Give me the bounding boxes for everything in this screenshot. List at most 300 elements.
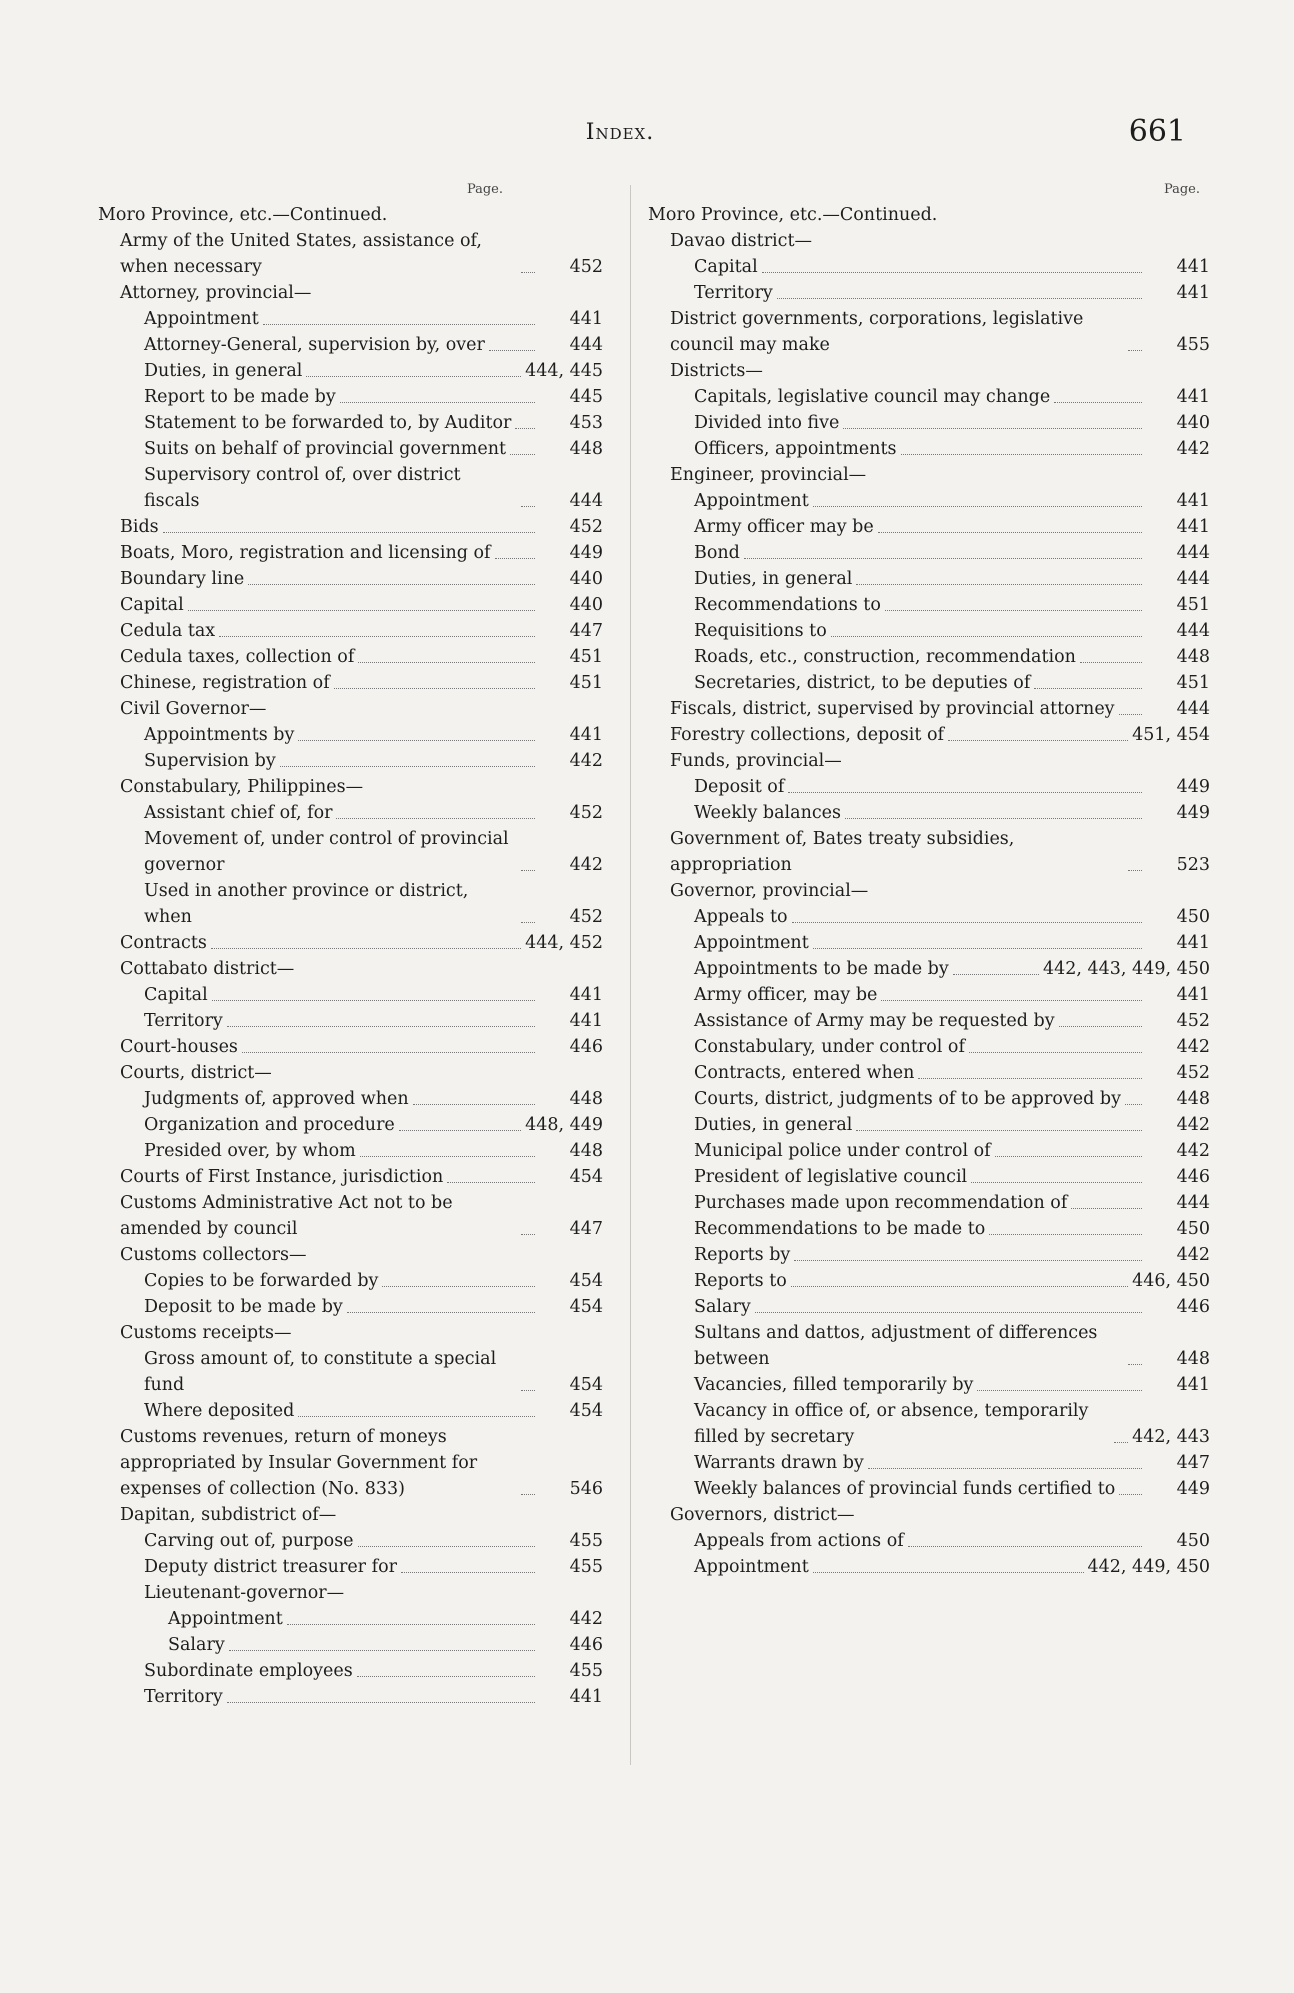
index-term-text: Appointments by [144,725,298,745]
index-term [168,1632,229,1658]
index-term-text: Recommendations to [694,595,885,615]
dot-leader [989,1234,1142,1235]
page-reference: 450 [1176,1531,1210,1551]
index-term-text: Cedula tax [120,621,219,641]
index-heading [98,774,603,800]
index-term-text: Moro Province, etc.—Continued. [648,205,941,225]
dot-leader [447,1182,535,1183]
index-heading [648,1502,1210,1528]
dot-leader [1128,870,1142,871]
page-reference: 442 [1176,1037,1210,1057]
page-reference: 455 [569,1531,603,1551]
dot-leader [510,454,535,455]
index-term-text: Attorney, provincial— [120,283,315,303]
index-entry [648,1476,1210,1502]
index-term-text: Cottabato district— [120,959,298,979]
page-reference: 442 [569,751,603,771]
dot-leader [969,1052,1142,1053]
dot-leader [360,1156,535,1157]
index-term [144,1684,227,1710]
index-term [144,982,212,1008]
page-reference: 452 [569,517,603,537]
index-term [694,1034,969,1060]
index-term [670,748,846,774]
dot-leader [336,818,535,819]
page-reference: 444 [1176,699,1210,719]
index-term [144,1294,347,1320]
index-term [120,592,188,618]
index-term-text: Cedula taxes, collection of [120,647,358,667]
index-entry [98,800,603,826]
dot-leader [918,1078,1142,1079]
dot-leader [1114,1442,1128,1443]
index-term [694,514,878,540]
index-term-text: Weekly balances [694,803,845,823]
index-term-text: Reports to [694,1271,791,1291]
index-entry [98,514,603,540]
index-term [670,462,870,488]
index-term-text: Governor, provincial— [670,881,872,901]
index-term [670,826,1128,878]
page-reference: 450 [1176,1219,1210,1239]
index-term-text: Attorney-General, supervision by, over [144,335,489,355]
index-term-text: Funds, provincial— [670,751,846,771]
page-reference: 449 [1176,803,1210,823]
page-reference: 444 [1176,543,1210,563]
dot-leader [953,974,1039,975]
index-term-text: District governments, corporations, legislative council may make [670,309,1084,355]
page-reference: 451 [569,673,603,693]
index-term [694,1450,868,1476]
index-term-text: Judgments of, approved when [144,1089,413,1109]
page-reference: 444 [569,491,603,511]
page-reference: 441 [1176,985,1210,1005]
page-reference: 440 [569,569,603,589]
index-term-text: Assistant chief of, for [144,803,336,823]
dot-leader [515,428,535,429]
index-entry [98,1346,603,1398]
dot-leader [298,1416,535,1417]
index-term [120,1034,242,1060]
dot-leader [971,1182,1142,1183]
index-entry [648,1216,1210,1242]
page-reference: 445 [569,387,603,407]
page-reference: 455 [569,1557,603,1577]
dot-leader [263,324,535,325]
dot-leader [813,1572,1084,1573]
page-reference: 452 [569,803,603,823]
page-reference: 441 [1176,283,1210,303]
index-entry [98,1632,603,1658]
index-entry [648,1450,1210,1476]
index-term-text: Contracts [120,933,211,953]
index-term-text: Appointment [694,491,813,511]
page-reference: 441 [1176,257,1210,277]
index-term [648,202,941,228]
index-term-text: Assistance of Army may be requested by [694,1011,1059,1031]
dot-leader [521,272,535,273]
index-term [144,748,280,774]
index-entry [648,280,1210,306]
page-reference: 444, 445 [525,361,603,381]
index-entry [98,566,603,592]
index-entry [648,1294,1210,1320]
index-term [144,1086,413,1112]
index-entry [648,254,1210,280]
index-entry [98,722,603,748]
index-entry [648,1372,1210,1398]
index-entry [648,410,1210,436]
index-term [144,410,515,436]
index-term-text: Requisitions to [694,621,831,641]
index-term-text: Deputy district treasurer for [144,1557,401,1577]
page-reference: 440 [569,595,603,615]
index-entry [98,228,603,280]
index-term [694,1112,856,1138]
index-term-text: Appeals from actions of [694,1531,908,1551]
index-heading [648,462,1210,488]
dot-leader [382,1286,535,1287]
index-column-right [648,182,1210,1580]
index-entry [648,956,1210,982]
dot-leader [788,792,1142,793]
dot-leader [495,558,536,559]
index-entry [98,826,603,878]
dot-leader [521,1494,535,1495]
index-term-text: Government of, Bates treaty subsidies, appropriation [670,829,1015,875]
dot-leader [1080,662,1142,663]
dot-leader [762,272,1142,273]
dot-leader [163,532,535,533]
index-term-text: Supervisory control of, over district fiscals [144,465,461,511]
index-term [120,280,315,306]
index-term [694,956,953,982]
index-entry [98,1112,603,1138]
index-entry [98,1268,603,1294]
index-entry [98,930,603,956]
index-term [144,384,340,410]
page-reference: 448, 449 [525,1115,603,1135]
index-term [694,566,856,592]
index-term-text: Army of the United States, assistance of, when necessary [120,231,482,277]
page-reference: 442 [569,855,603,875]
index-entry [98,1086,603,1112]
page-reference: 441 [569,1011,603,1031]
dot-leader [901,454,1142,455]
page-column-label: Page. [1163,182,1200,197]
page-reference: 441 [569,985,603,1005]
dot-leader [401,1572,535,1573]
page-reference: 454 [569,1375,603,1395]
page-reference: 441 [569,725,603,745]
index-term [694,1086,1125,1112]
page-reference: 448 [569,439,603,459]
index-heading [648,748,1210,774]
index-heading [98,1580,603,1606]
index-term-text: Officers, appointments [694,439,901,459]
page-reference: 450 [1176,907,1210,927]
index-term [694,644,1080,670]
index-term-text: Davao district— [670,231,816,251]
index-term [694,410,843,436]
running-head [0,114,1294,160]
index-entry [648,670,1210,696]
index-term-text: Capital [120,595,188,615]
index-term [120,1164,447,1190]
index-entry [98,1294,603,1320]
page-reference: 523 [1176,855,1210,875]
dot-leader [744,558,1142,559]
index-term [120,540,495,566]
index-term [144,800,336,826]
index-term [694,1320,1128,1372]
index-entry [648,1190,1210,1216]
index-entry [648,1034,1210,1060]
dot-leader [831,636,1142,637]
index-term-text: Appointment [168,1609,287,1629]
index-term [120,228,521,280]
index-term-text: Appointments to be made by [694,959,953,979]
dot-leader [211,948,521,949]
index-entry [648,306,1210,358]
dot-leader [399,1130,521,1131]
page-reference: 444 [1176,621,1210,641]
index-term-text: Movement of, under control of provincial governor [144,829,509,875]
index-term-text: Contracts, entered when [694,1063,918,1083]
page-reference: 444 [1176,569,1210,589]
index-term-text: Customs Administrative Act not to be amended by council [120,1193,453,1239]
dot-leader [813,948,1142,949]
index-entry [98,462,603,514]
index-term-text: Courts, district, judgments of to be approved by [694,1089,1125,1109]
index-term [694,1060,918,1086]
index-entry [98,306,603,332]
index-term-text: Copies to be forwarded by [144,1271,382,1291]
index-term-text: Statement to be forwarded to, by Auditor [144,413,515,433]
index-heading [98,1320,603,1346]
dot-leader [413,1104,535,1105]
index-entry [98,878,603,930]
page-reference: 446 [569,1037,603,1057]
page-reference: 442 [1176,1141,1210,1161]
page-reference: 442 [1176,439,1210,459]
index-term-text: Subordinate employees [144,1661,357,1681]
index-term [694,774,788,800]
dot-leader [1071,1208,1142,1209]
index-term [694,540,744,566]
index-term-text: Capital [144,985,212,1005]
index-term-text: Lieutenant-governor— [144,1583,348,1603]
index-entry [648,774,1210,800]
index-entry [648,1554,1210,1580]
index-term [120,670,334,696]
index-entry [648,618,1210,644]
page-reference: 446 [1176,1167,1210,1187]
index-term-text: Courts, district— [120,1063,276,1083]
dot-leader [948,740,1128,741]
index-entry [648,1320,1210,1372]
index-entry [648,1008,1210,1034]
index-term [144,1346,521,1398]
page-reference: 442 [1176,1115,1210,1135]
index-term [694,1268,791,1294]
index-term-text: Carving out of, purpose [144,1531,358,1551]
index-entry [98,1424,603,1502]
index-term [120,1424,521,1502]
dot-leader [995,1156,1142,1157]
index-term [144,878,521,930]
index-term [694,592,885,618]
index-term [694,1372,977,1398]
index-term-text: Capitals, legislative council may change [694,387,1054,407]
dot-leader [212,1000,535,1001]
page-reference: 441 [1176,1375,1210,1395]
dot-leader [813,506,1142,507]
index-entry [98,358,603,384]
page-reference: 444, 452 [525,933,603,953]
index-term [694,1294,755,1320]
index-entry [648,904,1210,930]
index-term [694,1164,971,1190]
page-reference: 447 [569,1219,603,1239]
dot-leader [227,1026,535,1027]
index-term [144,1528,358,1554]
index-term [694,436,901,462]
page-reference: 446, 450 [1132,1271,1210,1291]
index-term-text: Civil Governor— [120,699,270,719]
index-heading [648,358,1210,384]
page-reference: 452 [1176,1011,1210,1031]
index-entry [98,332,603,358]
index-term [144,722,298,748]
index-column-left [98,182,603,1710]
index-term [694,1398,1114,1450]
index-entry [98,1008,603,1034]
page-reference: 448 [1176,1349,1210,1369]
index-term-text: Duties, in general [694,569,856,589]
dot-leader [357,1676,535,1677]
index-term [670,358,767,384]
page-reference: 452 [1176,1063,1210,1083]
index-term [694,1008,1059,1034]
page-reference: 444 [569,335,603,355]
index-entry [648,540,1210,566]
index-heading [98,1502,603,1528]
index-entry [98,384,603,410]
index-term [694,930,813,956]
index-term [694,904,792,930]
index-term [694,254,762,280]
index-entry [648,800,1210,826]
dot-leader [1128,1364,1142,1365]
index-term [670,228,816,254]
dot-leader [521,506,535,507]
index-heading [648,202,1210,228]
index-term-text: Appointment [144,309,263,329]
index-entry [98,670,603,696]
index-entry [648,826,1210,878]
index-entry [98,1606,603,1632]
dot-leader [1128,350,1142,351]
index-term [144,358,306,384]
index-term-text: Purchases made upon recommendation of [694,1193,1071,1213]
index-term [694,618,831,644]
index-term-text: Moro Province, etc.—Continued. [98,205,391,225]
index-entry [98,1034,603,1060]
dot-leader [298,740,535,741]
index-term-text: Governors, district— [670,1505,859,1525]
index-term [144,306,263,332]
page-reference: 441 [1176,517,1210,537]
dot-leader [1034,688,1142,689]
dot-leader [358,1546,535,1547]
index-term-text: Roads, etc., construction, recommendation [694,647,1080,667]
index-entry [98,1138,603,1164]
index-term-text: Territory [694,283,777,303]
page-reference: 454 [569,1167,603,1187]
index-heading [98,280,603,306]
dot-leader [1119,714,1142,715]
index-entry [648,592,1210,618]
index-heading [98,956,603,982]
index-term-text: Divided into five [694,413,843,433]
index-term [120,1242,310,1268]
page-number: 661 [1128,114,1186,149]
dot-leader [521,1234,535,1235]
index-entry [648,930,1210,956]
index-term [144,462,521,514]
index-entry [648,1268,1210,1294]
dot-leader [856,1130,1142,1131]
index-entry [648,1060,1210,1086]
index-term-text: Duties, in general [694,1115,856,1135]
dot-leader [792,922,1142,923]
index-term [120,956,298,982]
dot-leader [908,1546,1142,1547]
index-entry [648,384,1210,410]
dot-leader [856,584,1142,585]
index-heading [98,696,603,722]
dot-leader [521,1390,535,1391]
index-entry [648,436,1210,462]
page-reference: 454 [569,1271,603,1291]
index-term-text: Capital [694,257,762,277]
index-term [144,1112,399,1138]
index-entry [98,436,603,462]
index-entry [648,514,1210,540]
dot-leader [280,766,535,767]
index-term [120,644,358,670]
index-term [98,202,391,228]
index-term-text: Boats, Moro, registration and licensing of [120,543,495,563]
dot-leader [229,1650,535,1651]
index-term-text: Appointment [694,1557,813,1577]
index-term-text: Deposit to be made by [144,1297,347,1317]
index-term [670,878,872,904]
page-reference: 446 [1176,1297,1210,1317]
dot-leader [242,1052,535,1053]
index-term-text: Chinese, registration of [120,673,334,693]
index-entry [648,982,1210,1008]
index-entry [648,1086,1210,1112]
index-term-text: Constabulary, Philippines— [120,777,367,797]
dot-leader [521,870,535,871]
index-term [144,1580,348,1606]
index-term [120,696,270,722]
index-term [694,384,1054,410]
index-entry [98,1554,603,1580]
index-term-text: Sultans and dattos, adjustment of differences between [694,1323,1098,1369]
